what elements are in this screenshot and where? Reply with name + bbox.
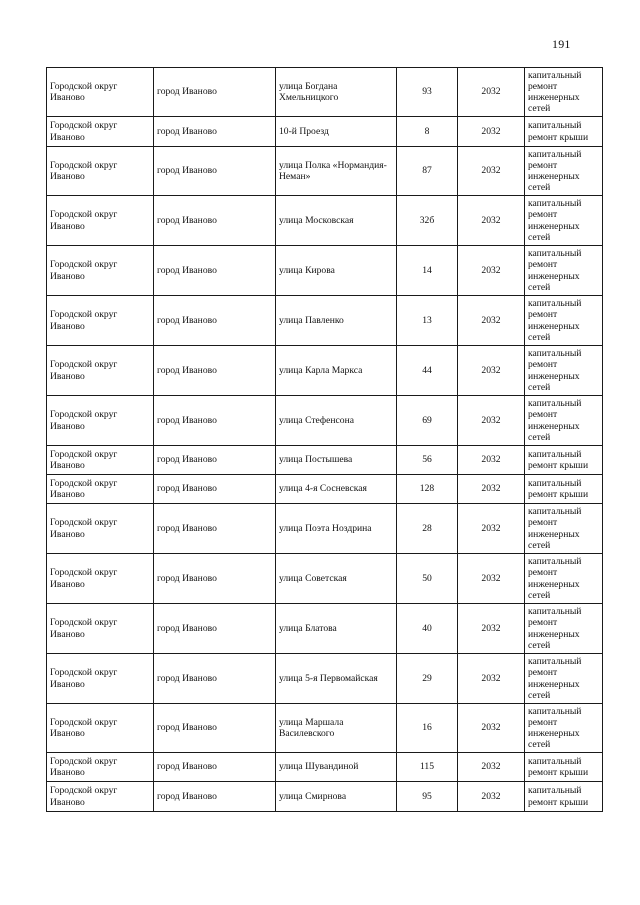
okrug-cell: Городской округ Иваново bbox=[47, 117, 154, 147]
okrug-cell: Городской округ Иваново bbox=[47, 504, 154, 554]
work-type-cell: капитальный ремонт инженерных сетей bbox=[525, 147, 603, 196]
work-type-cell: капитальный ремонт инженерных сетей bbox=[525, 604, 603, 654]
house-number-cell: 14 bbox=[397, 246, 458, 296]
okrug-cell: Городской округ Иваново bbox=[47, 604, 154, 654]
work-type-cell: капитальный ремонт инженерных сетей bbox=[525, 296, 603, 346]
okrug-cell: Городской округ Иваново bbox=[47, 196, 154, 246]
street-cell: улица Полка «Нормандия-Неман» bbox=[276, 147, 397, 196]
year-cell: 2032 bbox=[458, 68, 525, 117]
okrug-cell: Городской округ Иваново bbox=[47, 346, 154, 396]
city-cell: город Иваново bbox=[154, 196, 276, 246]
city-cell: город Иваново bbox=[154, 346, 276, 396]
year-cell: 2032 bbox=[458, 246, 525, 296]
okrug-cell: Городской округ Иваново bbox=[47, 446, 154, 475]
house-number-cell: 87 bbox=[397, 147, 458, 196]
street-cell: улица 4-я Сосневская bbox=[276, 475, 397, 504]
street-cell: улица Советская bbox=[276, 554, 397, 604]
city-cell: город Иваново bbox=[154, 147, 276, 196]
table-row bbox=[47, 753, 603, 782]
table-row bbox=[47, 246, 603, 296]
house-number-cell: 29 bbox=[397, 654, 458, 704]
table-row bbox=[47, 396, 603, 446]
table-row bbox=[47, 68, 603, 117]
work-type-cell: капитальный ремонт инженерных сетей bbox=[525, 554, 603, 604]
year-cell: 2032 bbox=[458, 654, 525, 704]
work-type-cell: капитальный ремонт инженерных сетей bbox=[525, 654, 603, 704]
city-cell: город Иваново bbox=[154, 446, 276, 475]
year-cell: 2032 bbox=[458, 296, 525, 346]
repair-schedule-table bbox=[46, 67, 603, 812]
house-number-cell: 115 bbox=[397, 753, 458, 782]
okrug-cell: Городской округ Иваново bbox=[47, 704, 154, 753]
city-cell: город Иваново bbox=[154, 554, 276, 604]
year-cell: 2032 bbox=[458, 504, 525, 554]
house-number-cell: 8 bbox=[397, 117, 458, 147]
year-cell: 2032 bbox=[458, 396, 525, 446]
work-type-cell: капитальный ремонт крыши bbox=[525, 753, 603, 782]
table-row bbox=[47, 346, 603, 396]
year-cell: 2032 bbox=[458, 196, 525, 246]
page-number: 191 bbox=[552, 37, 571, 51]
table-row bbox=[47, 654, 603, 704]
house-number-cell: 32б bbox=[397, 196, 458, 246]
street-cell: улица Павленко bbox=[276, 296, 397, 346]
okrug-cell: Городской округ Иваново bbox=[47, 475, 154, 504]
table-row bbox=[47, 782, 603, 812]
work-type-cell: капитальный ремонт инженерных сетей bbox=[525, 504, 603, 554]
city-cell: город Иваново bbox=[154, 654, 276, 704]
street-cell: 10-й Проезд bbox=[276, 117, 397, 147]
street-cell: улица Поэта Ноздрина bbox=[276, 504, 397, 554]
city-cell: город Иваново bbox=[154, 117, 276, 147]
okrug-cell: Городской округ Иваново bbox=[47, 246, 154, 296]
city-cell: город Иваново bbox=[154, 68, 276, 117]
house-number-cell: 56 bbox=[397, 446, 458, 475]
house-number-cell: 93 bbox=[397, 68, 458, 117]
table-row bbox=[47, 196, 603, 246]
house-number-cell: 44 bbox=[397, 346, 458, 396]
table-row bbox=[47, 475, 603, 504]
year-cell: 2032 bbox=[458, 704, 525, 753]
year-cell: 2032 bbox=[458, 147, 525, 196]
okrug-cell: Городской округ Иваново bbox=[47, 554, 154, 604]
table-row bbox=[47, 117, 603, 147]
city-cell: город Иваново bbox=[154, 246, 276, 296]
year-cell: 2032 bbox=[458, 117, 525, 147]
year-cell: 2032 bbox=[458, 475, 525, 504]
house-number-cell: 128 bbox=[397, 475, 458, 504]
house-number-cell: 40 bbox=[397, 604, 458, 654]
work-type-cell: капитальный ремонт крыши bbox=[525, 475, 603, 504]
city-cell: город Иваново bbox=[154, 396, 276, 446]
year-cell: 2032 bbox=[458, 446, 525, 475]
house-number-cell: 28 bbox=[397, 504, 458, 554]
city-cell: город Иваново bbox=[154, 782, 276, 812]
street-cell: улица Стефенсона bbox=[276, 396, 397, 446]
street-cell: улица Кирова bbox=[276, 246, 397, 296]
street-cell: улица Маршала Василевского bbox=[276, 704, 397, 753]
table-row bbox=[47, 446, 603, 475]
year-cell: 2032 bbox=[458, 346, 525, 396]
city-cell: город Иваново bbox=[154, 296, 276, 346]
street-cell: улица Смирнова bbox=[276, 782, 397, 812]
street-cell: улица Карла Маркса bbox=[276, 346, 397, 396]
house-number-cell: 69 bbox=[397, 396, 458, 446]
work-type-cell: капитальный ремонт инженерных сетей bbox=[525, 396, 603, 446]
street-cell: улица Шувандиной bbox=[276, 753, 397, 782]
table-row bbox=[47, 147, 603, 196]
city-cell: город Иваново bbox=[154, 504, 276, 554]
street-cell: улица Блатова bbox=[276, 604, 397, 654]
street-cell: улица 5-я Первомайская bbox=[276, 654, 397, 704]
okrug-cell: Городской округ Иваново bbox=[47, 782, 154, 812]
work-type-cell: капитальный ремонт крыши bbox=[525, 446, 603, 475]
street-cell: улица Богдана Хмельницкого bbox=[276, 68, 397, 117]
city-cell: город Иваново bbox=[154, 704, 276, 753]
city-cell: город Иваново bbox=[154, 475, 276, 504]
table-row bbox=[47, 554, 603, 604]
work-type-cell: капитальный ремонт инженерных сетей bbox=[525, 346, 603, 396]
work-type-cell: капитальный ремонт инженерных сетей bbox=[525, 246, 603, 296]
house-number-cell: 16 bbox=[397, 704, 458, 753]
table-row bbox=[47, 296, 603, 346]
okrug-cell: Городской округ Иваново bbox=[47, 753, 154, 782]
street-cell: улица Постышева bbox=[276, 446, 397, 475]
okrug-cell: Городской округ Иваново bbox=[47, 654, 154, 704]
year-cell: 2032 bbox=[458, 782, 525, 812]
house-number-cell: 13 bbox=[397, 296, 458, 346]
house-number-cell: 50 bbox=[397, 554, 458, 604]
work-type-cell: капитальный ремонт инженерных сетей bbox=[525, 196, 603, 246]
work-type-cell: капитальный ремонт инженерных сетей bbox=[525, 68, 603, 117]
okrug-cell: Городской округ Иваново bbox=[47, 296, 154, 346]
work-type-cell: капитальный ремонт инженерных сетей bbox=[525, 704, 603, 753]
city-cell: город Иваново bbox=[154, 604, 276, 654]
street-cell: улица Московская bbox=[276, 196, 397, 246]
year-cell: 2032 bbox=[458, 604, 525, 654]
work-type-cell: капитальный ремонт крыши bbox=[525, 117, 603, 147]
okrug-cell: Городской округ Иваново bbox=[47, 147, 154, 196]
table-row bbox=[47, 704, 603, 753]
okrug-cell: Городской округ Иваново bbox=[47, 396, 154, 446]
table-row bbox=[47, 504, 603, 554]
year-cell: 2032 bbox=[458, 753, 525, 782]
house-number-cell: 95 bbox=[397, 782, 458, 812]
year-cell: 2032 bbox=[458, 554, 525, 604]
table-row bbox=[47, 604, 603, 654]
okrug-cell: Городской округ Иваново bbox=[47, 68, 154, 117]
city-cell: город Иваново bbox=[154, 753, 276, 782]
work-type-cell: капитальный ремонт крыши bbox=[525, 782, 603, 812]
